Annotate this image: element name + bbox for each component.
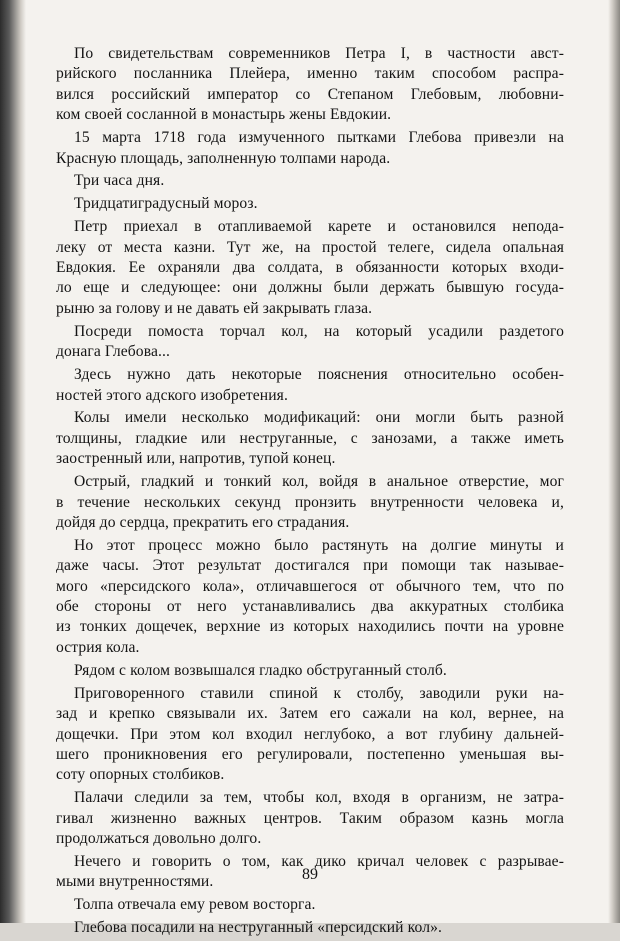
text-line: Рядом с колом возвышался гладко обструганный столб. bbox=[74, 661, 447, 679]
page-number: 89 bbox=[302, 866, 318, 883]
paragraph bbox=[56, 217, 564, 319]
text-line: Но этот процесс можно было растянуть на долгие минуты и bbox=[74, 536, 564, 554]
text-line: Глебова посадили на неструганный «персидский кол». bbox=[74, 919, 442, 937]
text-line: зад и крепко связывали их. Затем его сажали на кол, вернее, на bbox=[56, 705, 564, 723]
text-line: Три часа дня. bbox=[74, 172, 165, 190]
paragraph bbox=[56, 472, 564, 533]
text-line: ком своей сосланной в монастырь жены Евдокии. bbox=[56, 106, 392, 124]
paragraph bbox=[56, 171, 564, 191]
text-line: ностей этого адского изобретения. bbox=[56, 386, 288, 404]
page-body-text bbox=[56, 44, 564, 941]
paragraph bbox=[56, 918, 564, 938]
text-line: Палачи следили за тем, чтобы кол, входя в организм, не затра- bbox=[74, 789, 564, 807]
text-line: Здесь нужно дать некоторые пояснения относительно особен- bbox=[74, 366, 564, 384]
text-line: рийского посланника Плейера, именно таким способом распра- bbox=[56, 65, 564, 83]
text-line: Колы имели несколько модификаций: они могли быть разной bbox=[74, 409, 564, 427]
paragraph bbox=[56, 661, 564, 681]
paragraph bbox=[56, 365, 564, 406]
text-line: Посреди помоста торчал кол, на который усадили раздетого bbox=[74, 322, 564, 340]
text-line: толщины, гладкие или неструганные, с занозами, а также иметь bbox=[56, 429, 564, 447]
text-line: гивал жизненно важных центров. Таким образом казнь могла bbox=[56, 809, 564, 827]
text-line: продолжаться довольно долго. bbox=[56, 830, 262, 848]
text-line: из тонких дощечек, верхние из которых находились почти на уровне bbox=[56, 618, 564, 636]
paragraph bbox=[56, 44, 564, 126]
paragraph bbox=[56, 536, 564, 658]
text-line: шего проникновения его регулировали, постепенно уменьшая вы- bbox=[56, 745, 564, 763]
text-line: рыню за голову и не давать ей закрывать глаза. bbox=[56, 299, 373, 317]
text-line: заостренный или, напротив, тупой конец. bbox=[56, 450, 336, 468]
text-line: в течение нескольких секунд пронзить внутренности человека и, bbox=[56, 493, 564, 511]
text-line: 15 марта 1718 года измученного пытками Глебова привезли на bbox=[74, 129, 564, 147]
paragraph bbox=[56, 128, 564, 169]
text-line: дойдя до сердца, прекратить его страдания. bbox=[56, 513, 350, 531]
page-binding-shadow bbox=[0, 0, 26, 923]
text-line: донага Глебова... bbox=[56, 343, 170, 361]
paragraph bbox=[56, 194, 564, 214]
text-line: мого «персидского кола», отличавшегося от обычного тем, что по bbox=[56, 577, 564, 595]
text-line: Тридцатиградусный мороз. bbox=[74, 195, 258, 213]
paragraph bbox=[56, 684, 564, 786]
page-edge bbox=[608, 0, 620, 923]
text-line: Петр приехал в отапливаемой карете и остановился непода- bbox=[74, 218, 564, 236]
paragraph bbox=[56, 322, 564, 363]
paragraph bbox=[56, 895, 564, 915]
text-line: Нечего и говорить о том, как дико кричал человек с разрывае- bbox=[74, 852, 564, 870]
text-line: соту опорных столбиков. bbox=[56, 766, 225, 784]
text-line: Толпа отвечала ему ревом восторга. bbox=[74, 896, 316, 914]
text-line: По свидетельствам современников Петра I, в частности авст- bbox=[74, 45, 564, 62]
text-line: Приговоренного ставили спиной к столбу, заводили руки на- bbox=[74, 684, 564, 702]
text-line: вился российский император со Степаном Глебовым, любовни- bbox=[56, 85, 564, 103]
text-line: Острый, гладкий и тонкий кол, войдя в анальное отверстие, мог bbox=[74, 473, 564, 491]
text-line: дощечки. При этом кол входил неглубоко, а вот глубину дальней- bbox=[56, 725, 564, 743]
text-line: даже часы. Этот результат достигался при помощи так называе- bbox=[56, 557, 564, 575]
text-line: Евдокия. Ее охраняли два солдата, в обязанности которых входи- bbox=[56, 259, 564, 277]
paragraph bbox=[56, 408, 564, 469]
text-line: острия кола. bbox=[56, 638, 140, 656]
text-line: ло еще и следующее: они должны были держать бывшую госуда- bbox=[56, 279, 564, 297]
text-line: Красную площадь, заполненную толпами народа. bbox=[56, 149, 391, 167]
text-line: обе стороны от него устанавливались два аккуратных столбика bbox=[56, 598, 564, 616]
paragraph bbox=[56, 788, 564, 849]
text-line: мыми внутренностями. bbox=[56, 873, 214, 891]
text-line: леку от места казни. Тут же, на простой телеге, сидела опальная bbox=[56, 238, 564, 256]
